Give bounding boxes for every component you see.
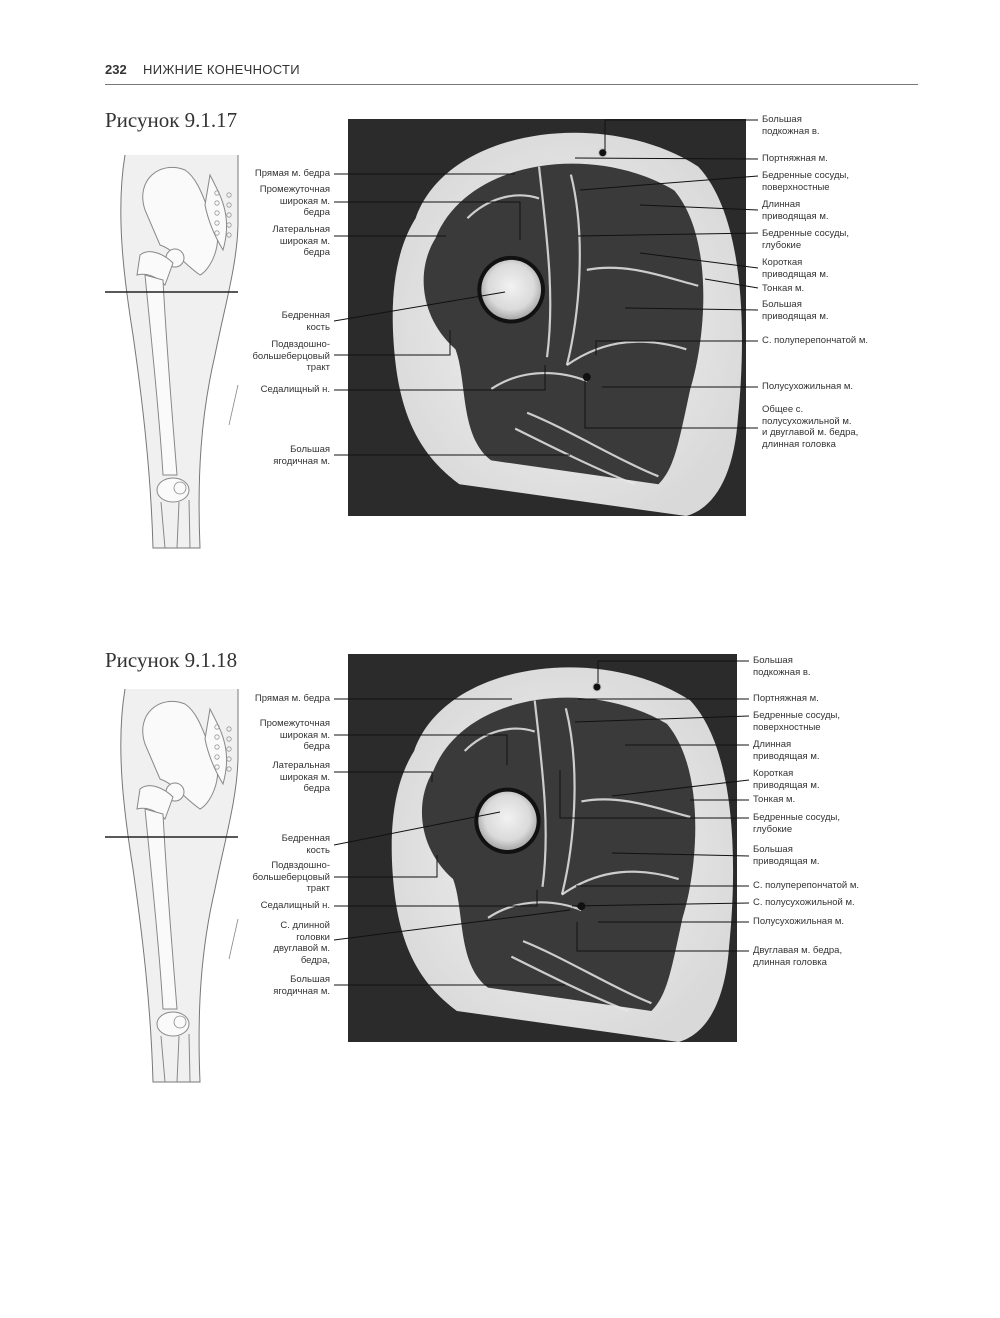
leader-line [598,661,749,683]
right-label: Короткая приводящая м. [753,768,820,791]
leader-line [577,922,749,951]
right-label: Полусухожильная м. [753,916,845,927]
left-label: Бедренная кость [281,310,330,333]
leader-line [334,735,507,765]
right-label: Портняжная м. [753,693,819,704]
right-label: Тонкая м. [762,283,805,294]
right-label: Полусухожильная м. [762,381,854,392]
leader-line [575,716,749,722]
left-label: Большая ягодичная м. [273,974,330,997]
left-label: С. длинной головки двуглавой м. бедра, [273,920,330,966]
right-label: Длинная приводящая м. [753,739,820,762]
right-label: Большая подкожная в. [762,114,820,137]
right-label: Бедренные сосуды, глубокие [762,228,849,251]
right-label: Бедренные сосуды, поверхностные [753,710,840,733]
left-label: Седалищный н. [260,900,330,911]
right-label: Короткая приводящая м. [762,257,829,280]
leader-line [612,853,749,856]
left-label: Седалищный н. [260,384,330,395]
right-label: Бедренные сосуды, поверхностные [762,170,849,193]
left-label: Подвздошно- большеберцовый тракт [252,860,330,894]
left-label: Промежуточная широкая м. бедра [259,718,330,752]
leader-line [334,812,500,845]
left-label: Прямая м. бедра [254,168,330,179]
left-label: Подвздошно- большеберцовый тракт [252,339,330,373]
right-label: Большая подкожная в. [753,655,811,678]
right-label: С. полусухожильной м. [753,897,855,908]
leader-line [572,903,749,906]
leader-line [334,890,537,906]
right-label: Большая приводящая м. [762,299,829,322]
leader-line [612,780,749,796]
right-label: С. полуперепончатой м. [753,880,859,891]
figure-title: Рисунок 9.1.17 [105,108,238,132]
right-label: Тонкая м. [753,794,796,805]
right-label: Общее с. полусухожильной м. и двуглавой м. бедра, длинная головка [762,404,859,450]
right-label: Длинная приводящая м. [762,199,829,222]
right-label: С. полуперепончатой м. [762,335,868,346]
leader-line [334,855,437,877]
leader-line [560,770,749,818]
leader-line [334,910,570,940]
page-number: 232 [105,62,127,77]
left-label: Промежуточная широкая м. бедра [259,184,330,218]
left-label: Бедренная кость [281,833,330,856]
left-label: Латеральная широкая м. бедра [272,760,330,794]
leader-line [334,772,432,782]
right-label: Портняжная м. [762,153,828,164]
figure-title: Рисунок 9.1.18 [105,648,238,672]
left-label: Большая ягодичная м. [273,444,330,467]
right-label: Двуглавая м. бедра, длинная головка [753,945,843,968]
right-label: Большая приводящая м. [753,844,820,867]
section-title: НИЖНИЕ КОНЕЧНОСТИ [143,62,300,77]
right-label: Бедренные сосуды, глубокие [753,812,840,835]
left-label: Латеральная широкая м. бедра [272,224,330,258]
left-label: Прямая м. бедра [254,693,330,704]
